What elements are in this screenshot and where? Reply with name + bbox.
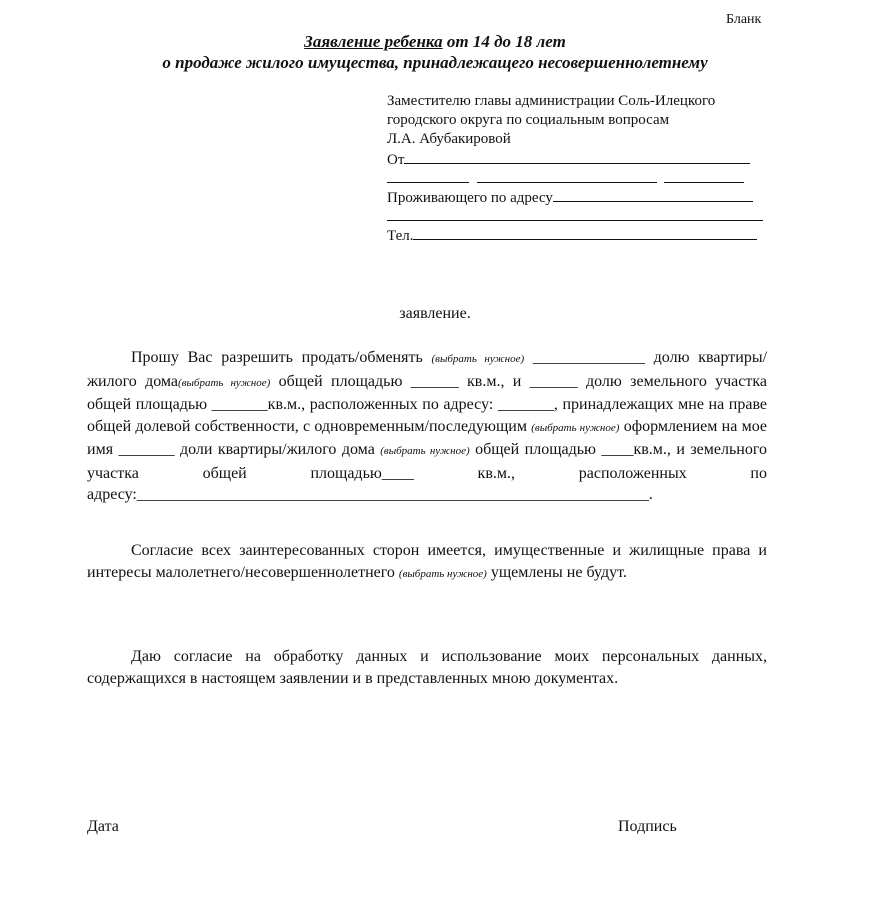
choose-note: (выбрать нужное) bbox=[380, 445, 470, 457]
form-label: Бланк bbox=[726, 12, 762, 27]
name-field[interactable] bbox=[477, 168, 657, 183]
choose-note: (выбрать нужное) bbox=[431, 353, 525, 365]
address-row-2 bbox=[387, 206, 767, 225]
address-field[interactable] bbox=[553, 187, 753, 202]
title-rest: от 14 до 18 лет bbox=[442, 32, 566, 51]
phone-label: Тел. bbox=[387, 228, 414, 244]
choose-note: (выбрать нужное) bbox=[531, 421, 620, 434]
residing-label: Проживающего по адресу bbox=[387, 190, 553, 206]
choose-note: (выбрать нужное) bbox=[398, 567, 487, 580]
phone-field[interactable] bbox=[413, 225, 757, 240]
name-row bbox=[387, 168, 767, 187]
request-paragraph bbox=[87, 347, 767, 506]
from-row bbox=[387, 149, 767, 168]
addressee-block bbox=[387, 92, 767, 244]
address-field-2[interactable] bbox=[387, 206, 763, 221]
document-subtitle: о продаже жилого имущества, принадлежащего несовершеннолетнему bbox=[162, 53, 708, 72]
addressee-line-3: Л.А. Абубакировой bbox=[387, 131, 511, 147]
document-title bbox=[0, 32, 870, 52]
text-segment: Прошу Вас разрешить продать/обменять bbox=[131, 349, 432, 366]
from-field[interactable] bbox=[404, 149, 750, 164]
addressee-line-1: Заместителю главы администрации Соль-Илецкого bbox=[387, 93, 716, 109]
signature-label: Подпись bbox=[618, 818, 677, 835]
text-segment: Даю согласие на обработку данных и использование моих персональных данных, содержащихся в настоящем заявлении и в представленных мною документах. bbox=[87, 648, 767, 687]
text-segment: ущемлены не будут. bbox=[486, 563, 627, 581]
title-underlined: Заявление ребенка bbox=[304, 32, 443, 51]
text-segment: общей площадью ____кв.м., и земельного участка общей площадью____ кв.м., расположенных по адресу:________________________________________________________________. bbox=[87, 441, 768, 503]
surname-field[interactable] bbox=[387, 168, 469, 183]
statement-heading: заявление. bbox=[399, 305, 471, 322]
phone-row bbox=[387, 225, 767, 244]
data-processing-paragraph bbox=[87, 646, 767, 689]
residing-row bbox=[387, 187, 767, 206]
text-segment: Согласие всех заинтересованных сторон имеется, имущественные и жилищные права и интересы малолетнего/несовершеннолетнего bbox=[87, 542, 767, 581]
text-segment: оформлением на мое имя _______ доли квартиры/жилого дома bbox=[87, 417, 767, 458]
text-segment: ______________ долю квартиры/жилого дома bbox=[87, 349, 768, 390]
date-label: Дата bbox=[87, 818, 119, 835]
from-label: От bbox=[387, 152, 405, 168]
patronymic-field[interactable] bbox=[664, 168, 744, 183]
addressee-line-2: городского округа по социальным вопросам bbox=[387, 112, 670, 128]
text-segment: общей площадью ______ кв.м., и ______ долю земельного участка общей площадью _______кв.м., расположенных по адресу: _______, принадлежащих мне на праве общей долевой собственности, с одновременным/последующим bbox=[87, 372, 768, 435]
consent-paragraph bbox=[87, 540, 767, 585]
choose-note: (выбрать нужное) bbox=[178, 376, 271, 389]
